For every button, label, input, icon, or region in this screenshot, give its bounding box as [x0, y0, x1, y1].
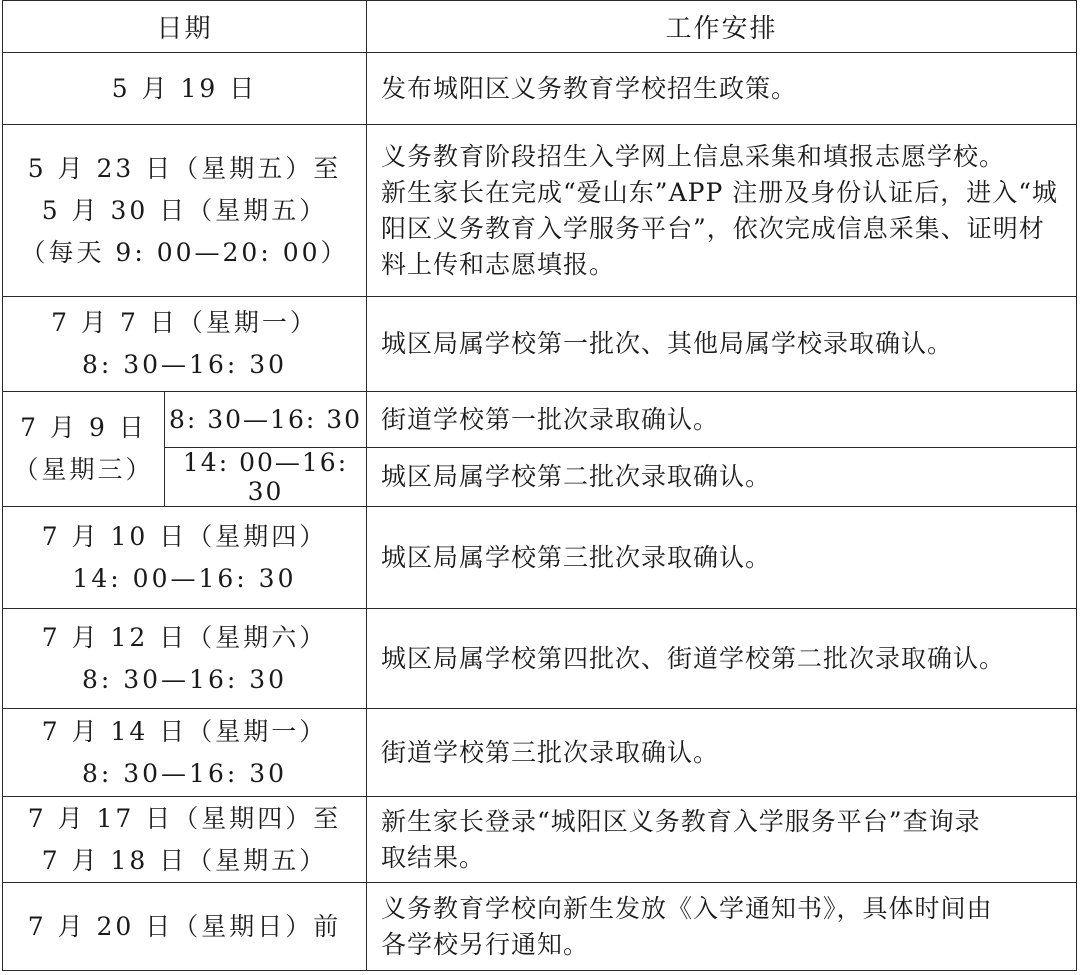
work-line: 料上传和志愿填报。 — [381, 249, 616, 279]
work-cell — [367, 609, 1077, 709]
date-cell — [3, 609, 367, 709]
header-date: 日期 — [3, 1, 367, 53]
date-cell — [3, 297, 367, 392]
date-line: （星期三） — [13, 455, 154, 484]
work-cell — [367, 709, 1077, 797]
work-line: 城区局属学校第一批次、其他局属学校录取确认。 — [381, 329, 954, 358]
date-line: 8: 30—16: 30 — [81, 664, 288, 694]
table-row — [3, 609, 1077, 709]
work-line: 新生家长登录“城阳区义务教育入学服务平台”查询录 — [381, 806, 981, 836]
work-cell — [367, 507, 1077, 609]
date-cell — [3, 125, 367, 297]
work-cell — [367, 883, 1077, 971]
date-line: 8: 30—16: 30 — [81, 758, 288, 788]
header-work: 工作安排 — [367, 1, 1077, 53]
table-row — [3, 53, 1077, 125]
work-cell — [367, 125, 1077, 297]
work-line: 阳区义务教育入学服务平台”，依次完成信息采集、证明材 — [381, 213, 1045, 243]
date-line: 7 月 12 日（星期六） — [41, 622, 328, 652]
date-line: 7 月 9 日 — [20, 413, 147, 442]
time-slot: 8: 30—16: 30 — [165, 392, 367, 448]
table-row — [3, 125, 1077, 297]
date-line: 14: 00—16: 30 — [72, 563, 297, 593]
date-cell — [3, 797, 367, 883]
date-line: 7 月 18 日（星期五） — [41, 845, 328, 875]
time-slot: 14: 00—16: 30 — [165, 448, 367, 507]
work-line: 城区局属学校第二批次录取确认。 — [381, 462, 772, 491]
table-row — [3, 448, 1077, 507]
work-line: 各学校另行通知。 — [381, 929, 590, 959]
date-line: 7 月 14 日（星期一） — [41, 716, 328, 746]
schedule-table — [2, 0, 1077, 971]
date-line: 7 月 10 日（星期四） — [41, 521, 328, 551]
work-line: 义务教育阶段招生入学网上信息采集和填报志愿学校。 — [381, 141, 1006, 171]
table-row — [3, 709, 1077, 797]
date-cell — [3, 53, 367, 125]
date-cell — [3, 709, 367, 797]
date-cell — [3, 883, 367, 971]
work-line: 街道学校第三批次录取确认。 — [381, 737, 720, 767]
work-cell — [367, 797, 1077, 883]
header-row — [3, 1, 1077, 53]
work-cell — [367, 392, 1077, 448]
date-line: 8: 30—16: 30 — [81, 350, 288, 379]
date-line: 7 月 20 日（星期日）前 — [27, 911, 342, 941]
work-line: 城区局属学校第三批次录取确认。 — [381, 542, 772, 572]
table-row — [3, 507, 1077, 609]
work-line: 街道学校第一批次录取确认。 — [381, 404, 720, 434]
date-cell — [3, 392, 165, 507]
table-row — [3, 392, 1077, 448]
work-line: 新生家长在完成“爱山东”APP 注册及身份认证后，进入“城 — [381, 177, 1059, 207]
date-line: 5 月 23 日（星期五）至 — [27, 153, 342, 183]
work-cell — [367, 53, 1077, 125]
date-line: 7 月 17 日（星期四）至 — [27, 803, 342, 833]
work-cell — [367, 448, 1077, 507]
date-cell — [3, 507, 367, 609]
date-line: 7 月 7 日（星期一） — [51, 308, 318, 337]
work-line: 义务教育学校向新生发放《入学通知书》，具体时间由 — [381, 893, 993, 923]
work-line: 城区局属学校第四批次、街道学校第二批次录取确认。 — [381, 643, 1006, 673]
work-cell — [367, 297, 1077, 392]
table-row — [3, 883, 1077, 971]
date-line: （每天 9: 00—20: 00） — [20, 237, 349, 267]
table-row — [3, 797, 1077, 883]
date-line: 5 月 19 日 — [111, 73, 258, 103]
work-line: 取结果。 — [381, 842, 486, 872]
table-row — [3, 297, 1077, 392]
date-line: 5 月 30 日（星期五） — [41, 195, 328, 225]
work-line: 发布城阳区义务教育学校招生政策。 — [381, 73, 798, 103]
